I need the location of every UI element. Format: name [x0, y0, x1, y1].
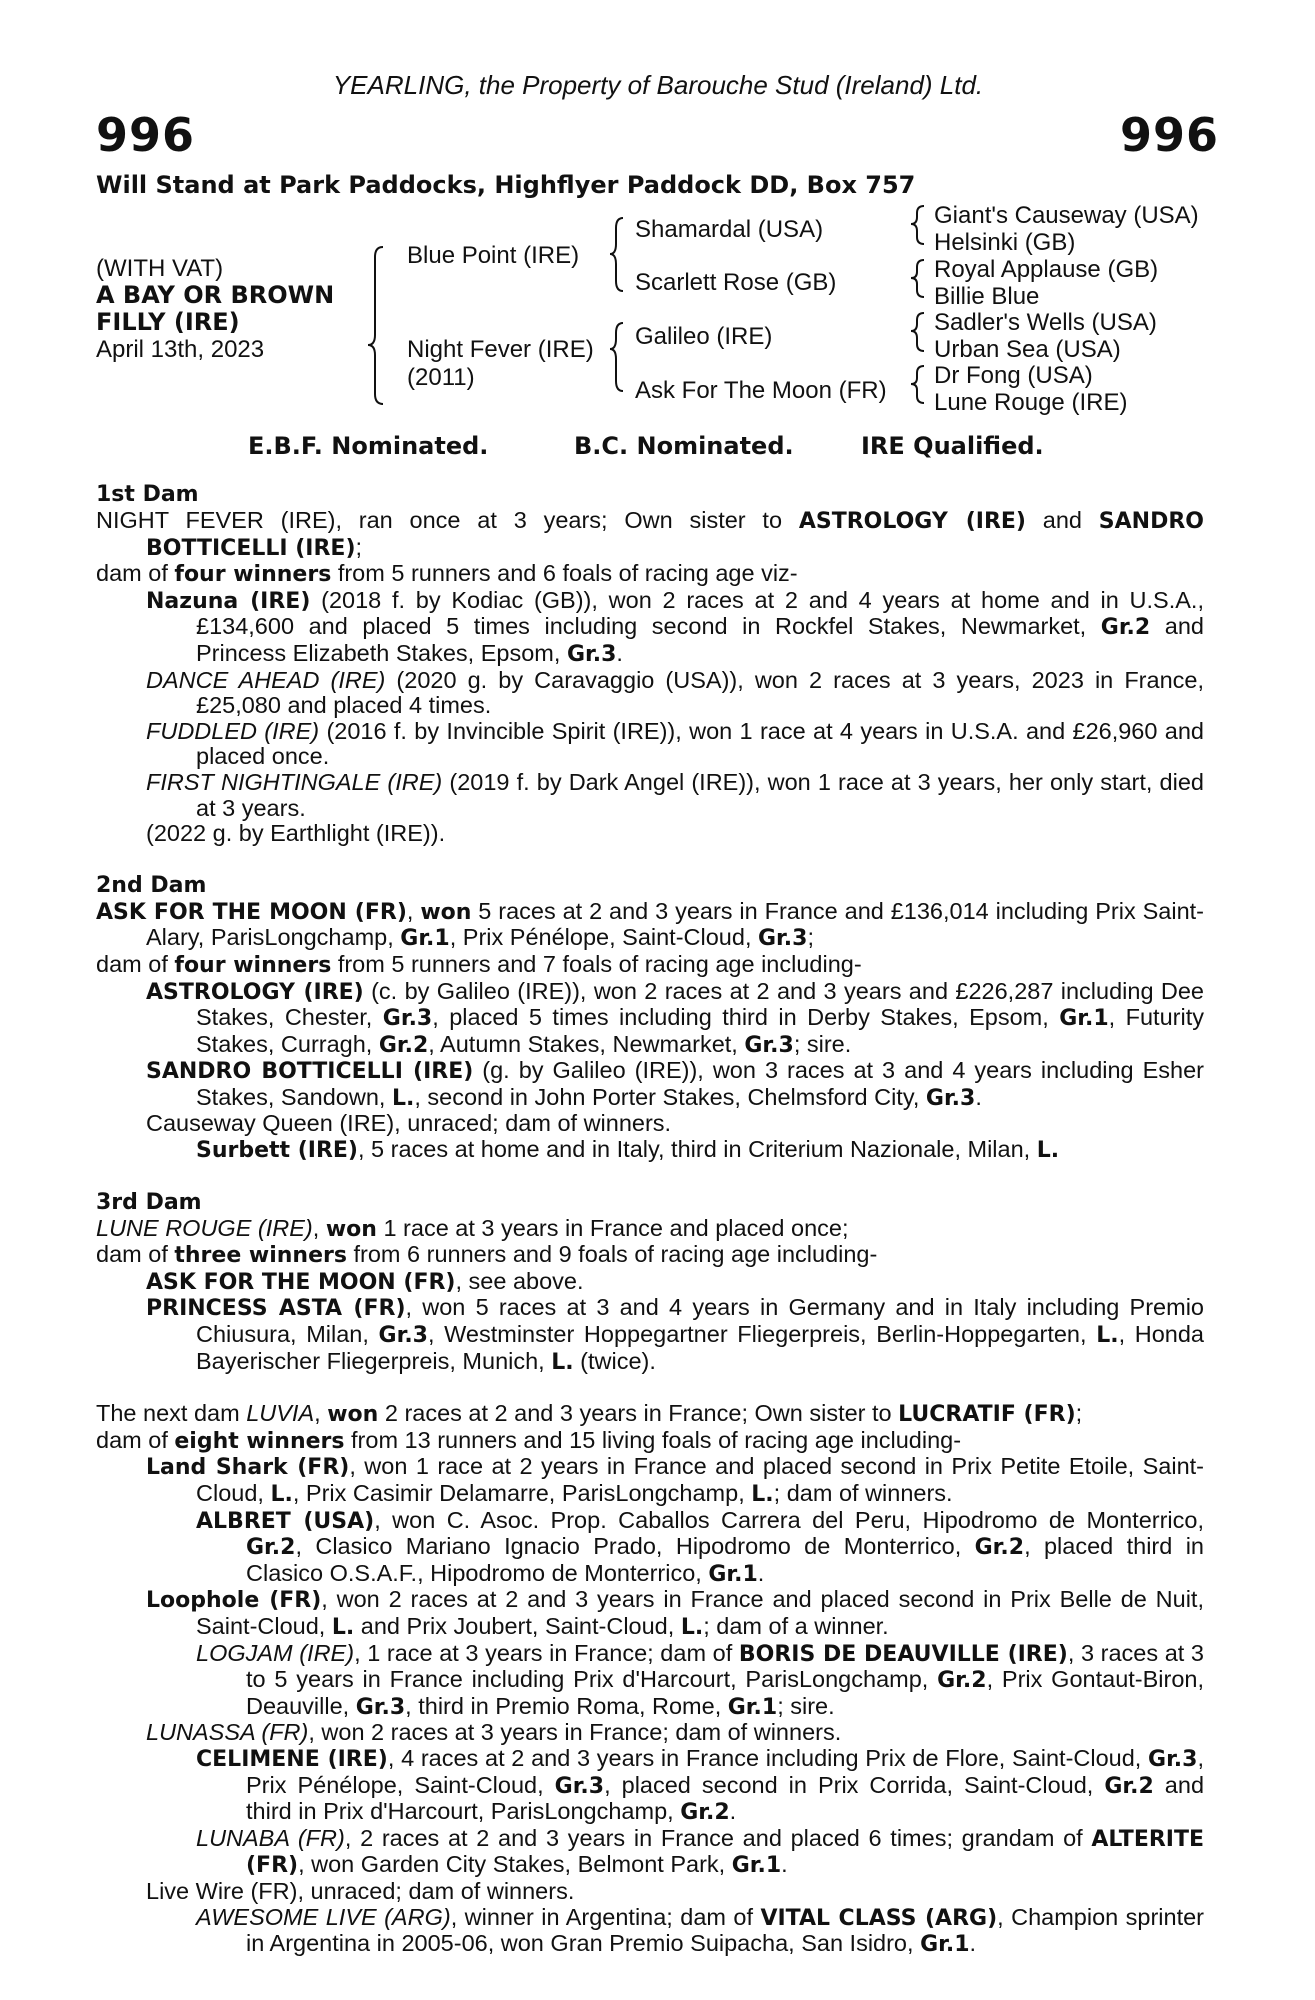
- bc-nomination: B.C. Nominated.: [574, 432, 794, 460]
- pedigree-dds: Dr Fong (USA): [934, 362, 1093, 389]
- pedigree-sss: Giant's Causeway (USA): [934, 202, 1199, 229]
- produce-astrology: ASTROLOGY (IRE) (c. by Galileo (IRE)), won 2 races at 2 and 3 years and £226,287 including Dee Stakes, Chester, Gr.3, placed 5 times including third in Derby Stakes, Epsom, Gr.1, Futurity Stakes, Curragh, Gr.2, Autumn Stakes, Newmarket, Gr.3; sire.: [146, 977, 1205, 1058]
- foaling-date: April 13th, 2023: [96, 336, 265, 363]
- second-dam-produce-summary: dam of four winners from 5 runners and 7 foals of racing age including-: [96, 950, 862, 978]
- produce-first-nightingale: FIRST NIGHTINGALE (IRE) (2019 f. by Dark Angel (IRE)), won 1 race at 3 years, her only start, died at 3 years.: [146, 768, 1204, 821]
- fourth-dam-intro: The next dam LUVIA, won 2 races at 2 and 3 years in France; Own sister to LUCRATIF (FR);: [96, 1400, 1083, 1428]
- ebf-nomination: E.B.F. Nominated.: [248, 432, 489, 460]
- produce-lunaba: LUNABA (FR), 2 races at 2 and 3 years in France and placed 6 times; grandam of ALTERITE (FR), won Garden City Stakes, Belmont Park, Gr.1.: [196, 1824, 1205, 1879]
- pedigree-sire: Blue Point (IRE): [407, 242, 580, 269]
- pedigree-dam: Night Fever (IRE): [407, 336, 594, 363]
- ire-qualification: IRE Qualified.: [861, 432, 1044, 460]
- horse-desc-line1: A BAY OR BROWN: [96, 281, 335, 309]
- produce-sandro-botticelli: SANDRO BOTTICELLI (IRE) (g. by Galileo (IRE)), won 3 races at 3 and 4 years including Esher Stakes, Sandown, L., second in John Porter Stakes, Chelmsford City, Gr.3.: [146, 1057, 1205, 1111]
- pedigree-dss: Sadler's Wells (USA): [934, 309, 1157, 336]
- produce-fuddled: FUDDLED (IRE) (2016 f. by Invincible Spirit (IRE)), won 1 race at 4 years in U.S.A. and £26,960 and placed once.: [146, 717, 1204, 770]
- produce-ask-for-the-moon: ASK FOR THE MOON (FR), see above.: [146, 1267, 584, 1295]
- pedigree-dam-year: (2011): [407, 364, 475, 391]
- horse-desc-line2: FILLY (IRE): [96, 308, 240, 336]
- first-dam-produce-summary: dam of four winners from 5 runners and 6 foals of racing age viz-: [96, 560, 798, 588]
- vat-note: (WITH VAT): [96, 255, 224, 282]
- lot-number-left: 996: [96, 108, 196, 162]
- pedigree-dsd: Urban Sea (USA): [934, 336, 1121, 363]
- produce-lunassa: LUNASSA (FR), won 2 races at 3 years in France; dam of winners.: [146, 1719, 842, 1746]
- lot-number-right: 996: [1119, 108, 1219, 162]
- pedigree-sdd: Billie Blue: [934, 283, 1040, 310]
- produce-logjam: LOGJAM (IRE), 1 race at 3 years in France; dam of BORIS DE DEAUVILLE (IRE), 3 races at 3 to 5 years in France including Prix d'Harcourt, ParisLongchamp, Gr.2, Prix Gontaut-Biron, Deauville, Gr.3, third in Premio Roma, Rome, Gr.1; sire.: [196, 1639, 1205, 1720]
- fourth-dam-produce-summary: dam of eight winners from 13 runners and 15 living foals of racing age including-: [96, 1426, 962, 1454]
- pedigree-ddd: Lune Rouge (IRE): [934, 389, 1128, 416]
- produce-loophole: Loophole (FR), won 2 races at 2 and 3 years in France and placed second in Prix Belle de Nuit, Saint-Cloud, L. and Prix Joubert, Saint-Cloud, L.; dam of a winner.: [146, 1586, 1204, 1640]
- produce-celimene: CELIMENE (IRE), 4 races at 2 and 3 years in France including Prix de Flore, Saint-Cloud, Gr.3, Prix Pénélope, Saint-Cloud, Gr.3, placed second in Prix Corrida, Saint-Cloud, Gr.2 and third in Prix d'Harcourt, ParisLongchamp, Gr.2.: [196, 1744, 1205, 1826]
- pedigree-ssd: Helsinki (GB): [934, 229, 1076, 256]
- produce-albret: ALBRET (USA), won C. Asoc. Prop. Caballos Carrera del Peru, Hipodromo de Monterrico, Gr.2, Clasico Mariano Ignacio Prado, Hipodromo de Monterrico, Gr.2, placed third in Clasico O.S.A.F., Hipodromo de Monterrico, Gr.1.: [196, 1506, 1204, 1587]
- produce-live-wire: Live Wire (FR), unraced; dam of winners.: [146, 1877, 575, 1904]
- produce-2022: (2022 g. by Earthlight (IRE)).: [146, 820, 446, 847]
- stand-location: Will Stand at Park Paddocks, Highflyer Paddock DD, Box 757: [96, 171, 916, 199]
- pedigree-sire-sire: Shamardal (USA): [635, 216, 824, 243]
- produce-dance-ahead: DANCE AHEAD (IRE) (2020 g. by Caravaggio (USA)), won 2 races at 3 years, 2023 in France, £25,080 and placed 4 times.: [146, 666, 1204, 719]
- second-dam-intro: ASK FOR THE MOON (FR), won 5 races at 2 and 3 years in France and £136,014 including Prix Saint-Alary, ParisLongchamp, Gr.1, Prix Pénélope, Saint-Cloud, Gr.3;: [96, 897, 1205, 952]
- pedigree-dam-sire: Galileo (IRE): [635, 323, 773, 350]
- produce-record: [96, 482, 1204, 1958]
- produce-surbett: Surbett (IRE), 5 races at home and in Italy, third in Criterium Nazionale, Milan, L.: [196, 1136, 1060, 1164]
- third-dam-heading: 3rd Dam: [96, 1189, 202, 1215]
- first-dam-intro: NIGHT FEVER (IRE), ran once at 3 years; Own sister to ASTROLOGY (IRE) and SANDRO BOTTICELLI (IRE);: [96, 507, 1204, 561]
- produce-causeway-queen: Causeway Queen (IRE), unraced; dam of winners.: [146, 1110, 672, 1137]
- page-header-title: YEARLING, the Property of Barouche Stud (Ireland) Ltd.: [332, 70, 984, 100]
- pedigree-sds: Royal Applause (GB): [934, 256, 1159, 283]
- first-dam-heading: 1st Dam: [96, 482, 199, 507]
- third-dam-intro: LUNE ROUGE (IRE), won 1 race at 3 years in France and placed once;: [96, 1214, 849, 1242]
- third-dam-produce-summary: dam of three winners from 6 runners and 9 foals of racing age including-: [96, 1241, 878, 1269]
- produce-nazuna: Nazuna (IRE) (2018 f. by Kodiac (GB)), won 2 races at 2 and 4 years at home and in U.S.A., £134,600 and placed 5 times including second in Rockfel Stakes, Newmarket, Gr.2 and Princess Elizabeth Stakes, Epsom, Gr.3.: [146, 586, 1204, 667]
- pedigree-sire-dam: Scarlett Rose (GB): [635, 269, 837, 296]
- produce-land-shark: Land Shark (FR), won 1 race at 2 years in France and placed second in Prix Petite Etoile, Saint-Cloud, L., Prix Casimir Delamarre, ParisLongchamp, L.; dam of winners.: [146, 1453, 1204, 1507]
- produce-awesome-live: AWESOME LIVE (ARG), winner in Argentina; dam of VITAL CLASS (ARG), Champion sprinter in Argentina in 2005-06, won Gran Premio Suipacha, San Isidro, Gr.1.: [196, 1903, 1204, 1958]
- second-dam-heading: 2nd Dam: [96, 872, 207, 898]
- produce-princess-asta: PRINCESS ASTA (FR), won 5 races at 3 and 4 years in Germany and in Italy including Premio Chiusura, Milan, Gr.3, Westminster Hoppegartner Fliegerpreis, Berlin-Hoppegarten, L., Honda Bayerischer Fliegerpreis, Munich, L. (twice).: [146, 1294, 1204, 1375]
- pedigree-dam-dam: Ask For The Moon (FR): [635, 377, 887, 404]
